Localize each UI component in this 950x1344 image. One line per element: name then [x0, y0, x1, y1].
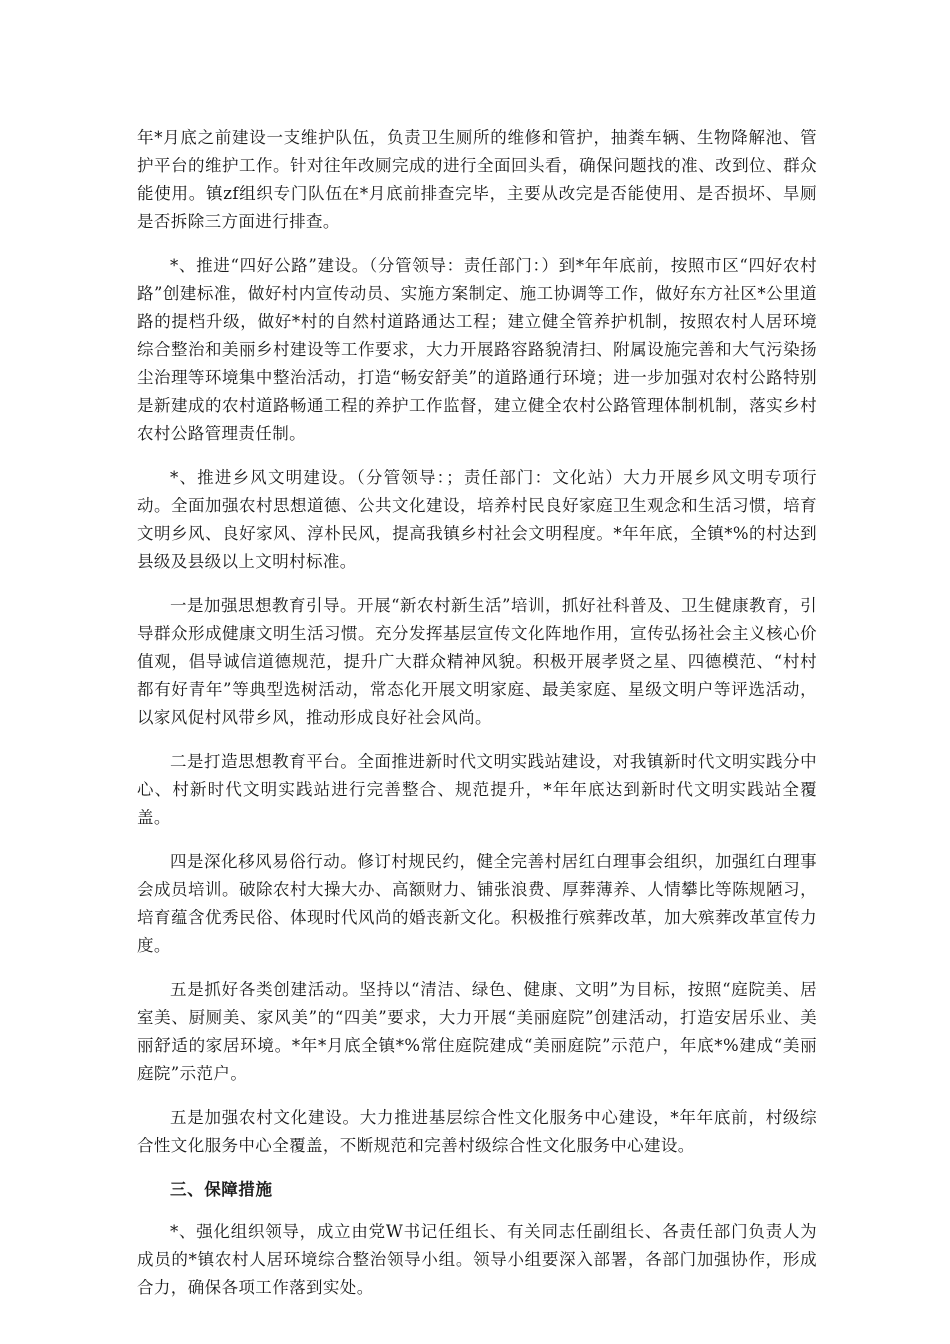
paragraph-customs-reform: 四是深化移风易俗行动。修订村规民约，健全完善村居红白理事会组织，加强红白理事会成员培训。破除农村大操大办、高额财力、铺张浪费、厚葬薄养、人情攀比等陈规陋习，培育蕴含优秀民俗、体现时代风尚的婚丧新文化。积极推行殡葬改革，加大殡葬改革宣传力度。 — [137, 852, 817, 955]
paragraph-ideological-education: 一是加强思想教育引导。开展“新农村新生活”培训，抓好社科普及、卫生健康教育，引导群众形成健康文明生活习惯。充分发挥基层宣传文化阵地作用，宣传弘扬社会主义核心价值观，倡导诚信道德规范，提升广大群众精神风貌。积极开展孝贤之星、四德模范、“村村都有好青年”等典型选树活动，常态化开展文明家庭、最美家庭、星级文明户等评选活动，以家风促村风带乡风，推动形成良好社会风尚。 — [137, 596, 817, 727]
paragraph-organization-leadership: *、强化组织领导，成立由党W书记任组长、有关同志任副组长、各责任部门负责人为成员的*镇农村人居环境综合整治领导小组。领导小组要深入部署，各部门加强协作，形成合力，确保各项工作落到实处。 — [137, 1222, 817, 1297]
paragraph-toilet-maintenance: 年*月底之前建设一支维护队伍，负责卫生厕所的维修和管护，抽粪车辆、生物降解池、管护平台的维护工作。针对往年改厕完成的进行全面回头看，确保问题找的准、改到位、群众能使用。镇zf组织专门队伍在*月底前排查完毕，主要从改完是否能使用、是否损坏、旱厕是否拆除三方面进行排查。 — [137, 128, 817, 231]
paragraph-four-good-roads: *、推进“四好公路”建设。（分管领导：责任部门：）到*年年底前，按照市区“四好农村路”创建标准，做好村内宣传动员、实施方案制定、施工协调等工作，做好东方社区*公里道路的提档升级，做好*村的自然村道路通达工程；建立健全管养护机制，按照农村人居环境综合整治和美丽乡村建设等工作要求，大力开展路容路貌清扫、附属设施完善和大气污染扬尘治理等环境集中整治活动，打造“畅安舒美”的道路通行环境；进一步加强对农村公路特别是新建成的农村道路畅通工程的养护工作监督，建立健全农村公路管理体制机制，落实乡村农村公路管理责任制。 — [137, 256, 817, 443]
paragraph-rural-culture: 五是加强农村文化建设。大力推进基层综合性文化服务中心建设，*年年底前，村级综合性文化服务中心全覆盖，不断规范和完善村级综合性文化服务中心建设。 — [137, 1108, 817, 1155]
paragraph-creation-activities: 五是抓好各类创建活动。坚持以“清洁、绿色、健康、文明”为目标，按照“庭院美、居室美、厨厕美、家风美”的“四美”要求，大力开展“美丽庭院”创建活动，打造安居乐业、美丽舒适的家居环境。*年*月底全镇*%常住庭院建成“美丽庭院”示范户，年底*%建成“美丽庭院”示范户。 — [137, 980, 817, 1083]
paragraph-education-platform: 二是打造思想教育平台。全面推进新时代文明实践站建设，对我镇新时代文明实践分中心、村新时代文明实践站进行完善整合、规范提升，*年年底达到新时代文明实践站全覆盖。 — [137, 752, 817, 827]
document-page — [137, 124, 817, 1318]
section-heading: 三、保障措施 — [170, 1180, 273, 1199]
paragraph-rural-civilization: *、推进乡风文明建设。（分管领导：；责任部门：文化站）大力开展乡风文明专项行动。全面加强农村思想道德、公共文化建设，培养村民良好家庭卫生观念和生活习惯，培育文明乡风、良好家风、淳朴民风，提高我镇乡村社会文明程度。*年年底，全镇*%的村达到县级及县级以上文明村标准。 — [137, 468, 817, 571]
